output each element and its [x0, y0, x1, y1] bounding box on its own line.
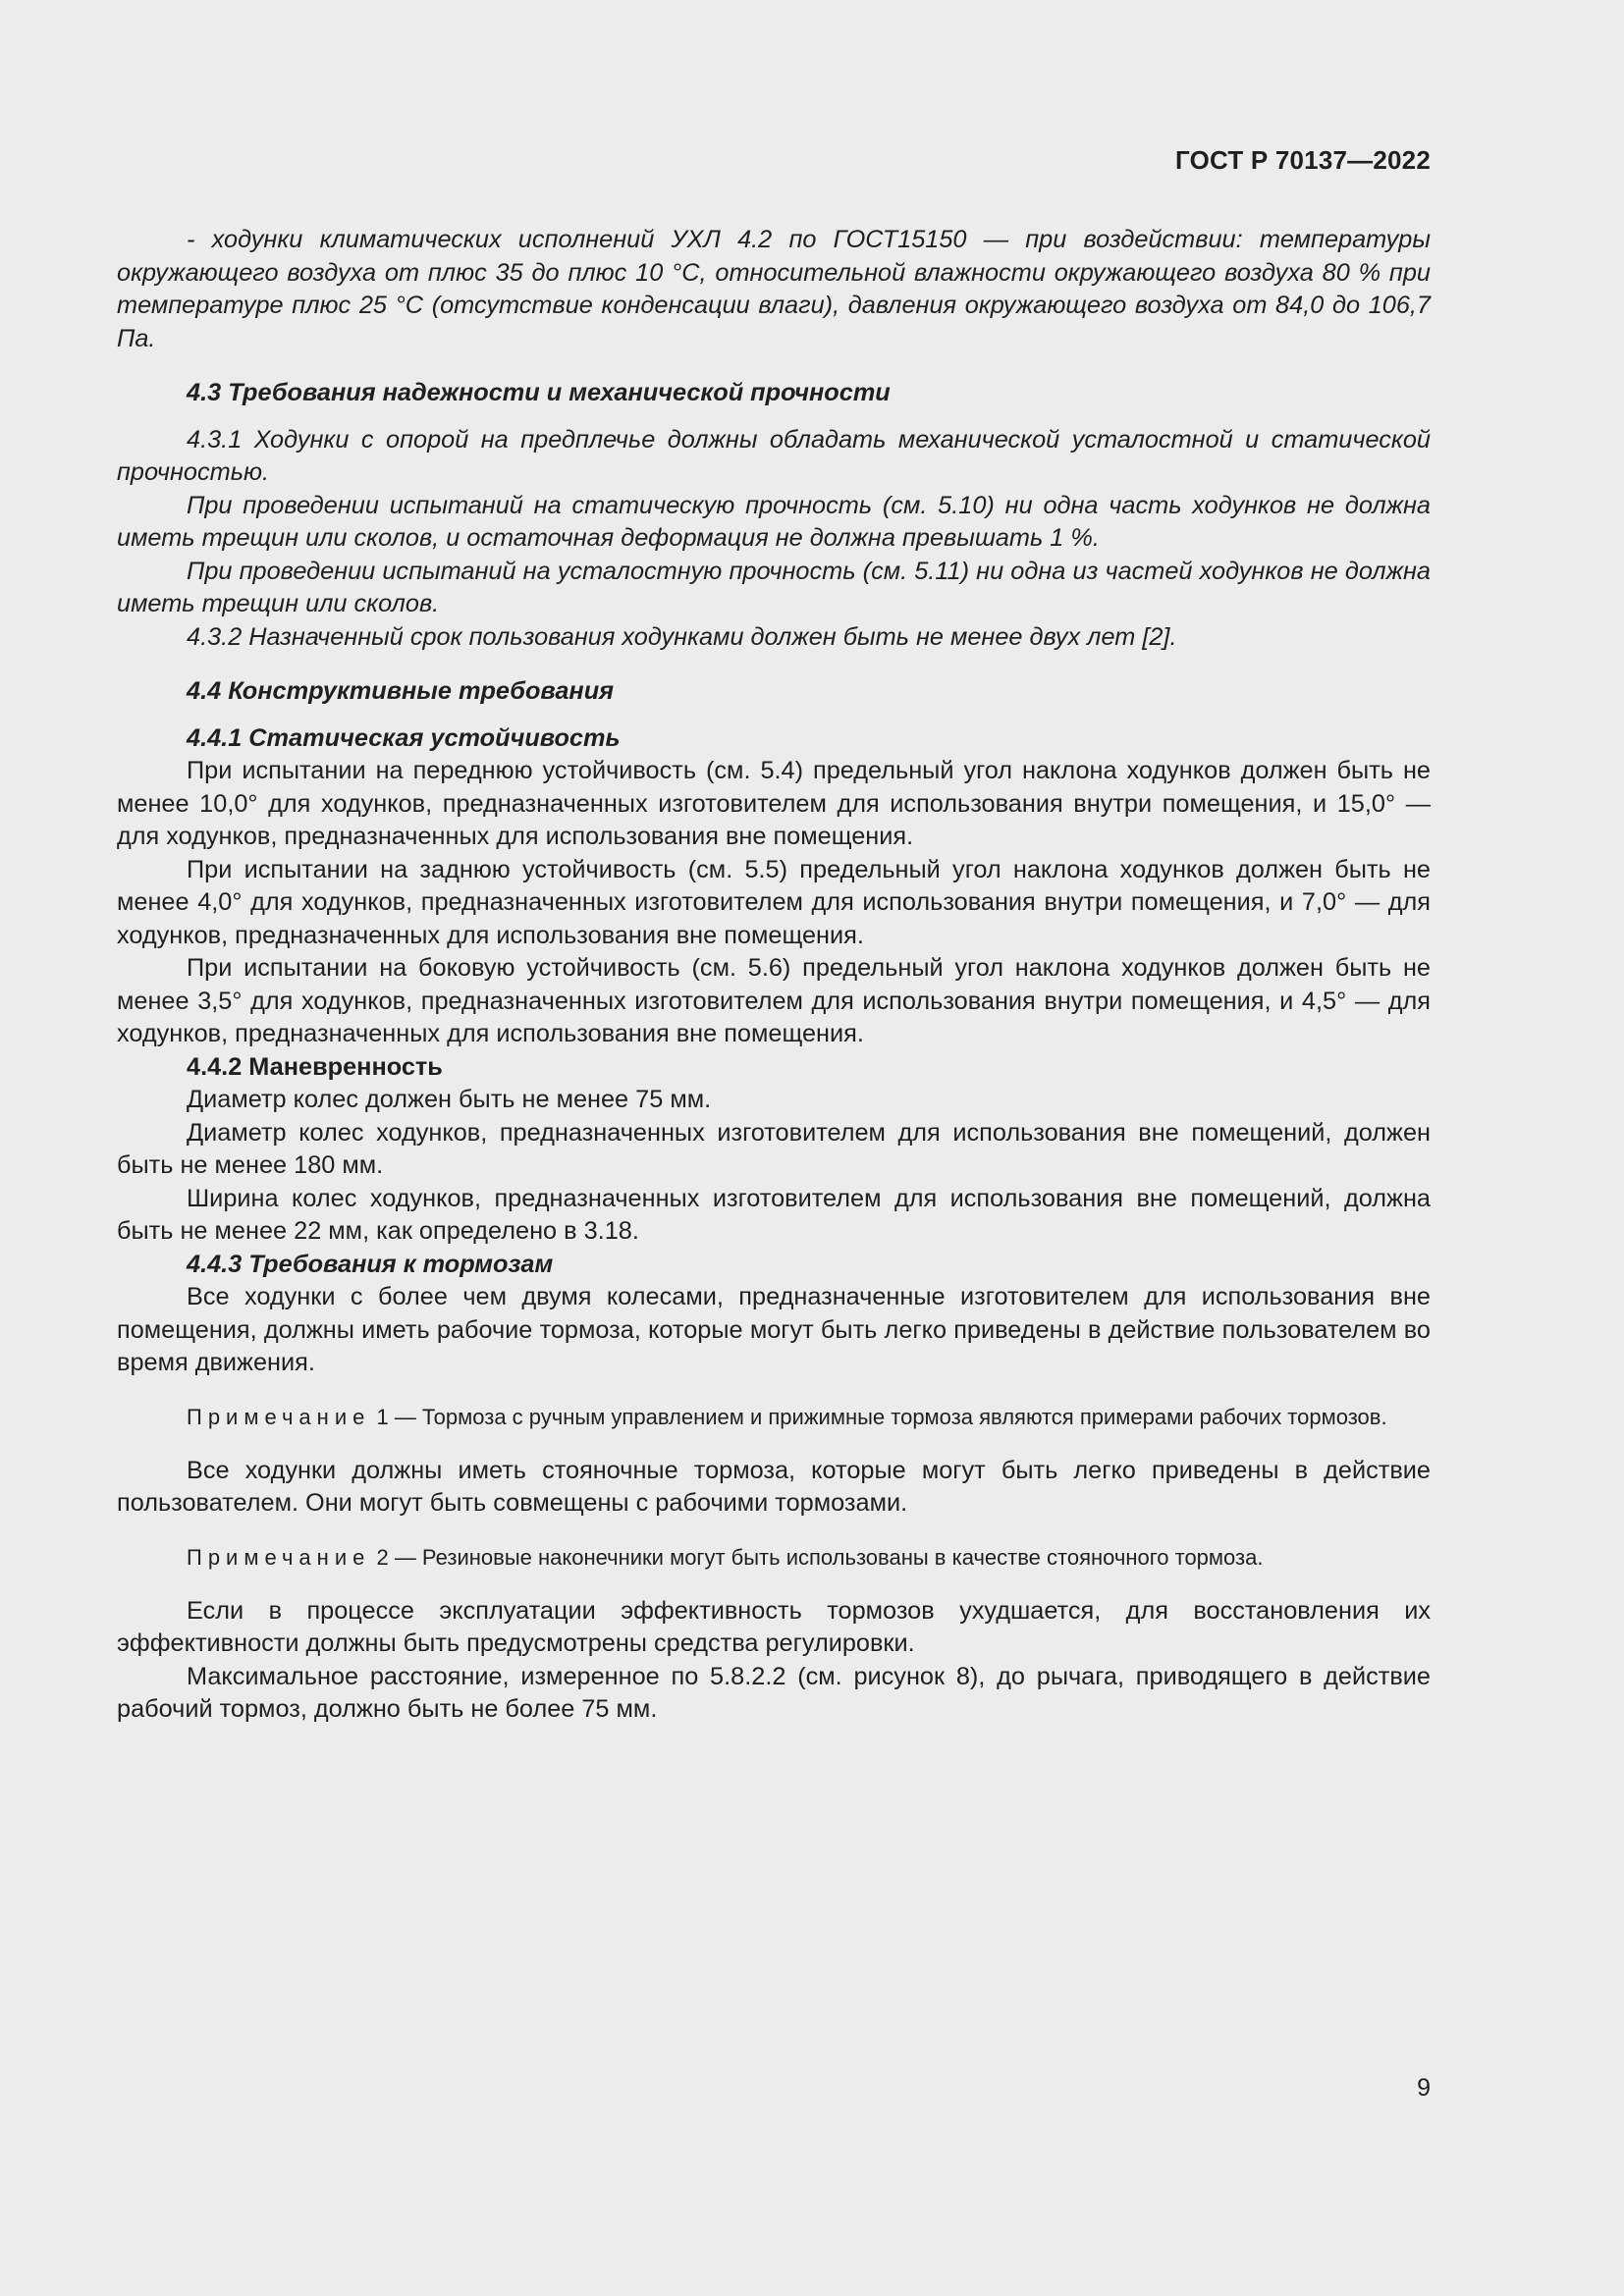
heading-4-4-3: 4.4.3 Требования к тормозам	[187, 1250, 554, 1278]
page-number: 9	[1417, 2074, 1431, 2102]
paragraph-front-stability: При испытании на переднюю устойчивость (см. 5.4) предельный угол наклона ходунков должен быть не менее 10,0° для ходунков, предназначенных изготовителем для использования внутри помещения, и 15,0° — для ходунков, предназначенных для использования вне помещения.	[117, 757, 1431, 850]
paragraph-brake-adjustment: Если в процессе эксплуатации эффективность тормозов ухудшается, для восстановления их эффективности должны быть предусмотрены средства регулировки.	[117, 1596, 1431, 1657]
heading-4-4: 4.4 Конструктивные требования	[187, 677, 615, 705]
paragraph-wheel-diameter: Диаметр колес должен быть не менее 75 мм.	[187, 1086, 712, 1113]
paragraph-fatigue-strength: При проведении испытаний на усталостную прочность (см. 5.11) ни одна из частей ходунков не должна иметь трещин или сколов.	[117, 557, 1431, 617]
paragraph-rear-stability: При испытании на заднюю устойчивость (см. 5.5) предельный угол наклона ходунков должен быть не менее 4,0° для ходунков, предназначенных изготовителем для использования внутри помещения, и 7,0° — для ходунков, предназначенных для использования вне помещения.	[117, 855, 1431, 949]
paragraph-side-stability: При испытании на боковую устойчивость (см. 5.6) предельный угол наклона ходунков должен быть не менее 3,5° для ходунков, предназначенных изготовителем для использования внутри помещения, и 4,5° — для ходунков, предназначенных для использования вне помещения.	[117, 954, 1431, 1047]
note-2	[117, 1542, 1431, 1574]
paragraph-parking-brakes: Все ходунки должны иметь стояночные тормоза, которые могут быть легко приведены в действие пользователем. Они могут быть совмещены с рабочими тормозами.	[117, 1456, 1431, 1517]
note-2-label: Примечание	[187, 1544, 371, 1570]
paragraph-climate: - ходунки климатических исполнений УХЛ 4.2 по ГОСТ15150 — при воздействии: температуры окружающего воздуха от плюс 35 до плюс 10 °С, относительной влажности окружающего воздуха 80 % при температуре плюс 25 °С (отсутствие конденсации влаги), давления окружающего воздуха от 84,0 до 106,7 Па.	[117, 226, 1431, 352]
paragraph-brake-lever-distance: Максимальное расстояние, измеренное по 5.8.2.2 (см. рисунок 8), до рычага, приводящего в действие рабочий тормоз, должно быть не более 75 мм.	[117, 1662, 1431, 1723]
paragraph-wheel-width: Ширина колес ходунков, предназначенных изготовителем для использования вне помещений, должна быть не менее 22 мм, как определено в 3.18.	[117, 1184, 1431, 1245]
heading-4-4-2: 4.4.2 Маневренность	[187, 1052, 443, 1081]
document-id: ГОСТ Р 70137—2022	[1175, 145, 1431, 175]
page-body	[117, 224, 1431, 1727]
note-1-label: Примечание	[187, 1404, 371, 1429]
heading-4-3: 4.3 Требования надежности и механической прочности	[187, 379, 891, 406]
note-1	[117, 1402, 1431, 1433]
note-1-text: 1 — Тормоза с ручным управлением и прижимные тормоза являются примерами рабочих тормозов.	[376, 1404, 1387, 1429]
paragraph-static-strength: При проведении испытаний на статическую прочность (см. 5.10) ни одна часть ходунков не должна иметь трещин или сколов, и остаточная деформация не должна превышать 1 %.	[117, 491, 1431, 552]
paragraph-4-3-2: 4.3.2 Назначенный срок пользования ходунками должен быть не менее двух лет [2].	[187, 622, 1177, 651]
paragraph-4-3-1: 4.3.1 Ходунки с опорой на предплечье должны обладать механической усталостной и статической прочностью.	[117, 425, 1431, 486]
paragraph-service-brakes: Все ходунки с более чем двумя колесами, предназначенные изготовителем для использования вне помещения, должны иметь рабочие тормоза, которые могут быть легко приведены в действие пользователем во время движения.	[117, 1283, 1431, 1376]
paragraph-outdoor-wheel-diameter: Диаметр колес ходунков, предназначенных изготовителем для использования вне помещений, должен быть не менее 180 мм.	[117, 1118, 1431, 1179]
note-2-text: 2 — Резиновые наконечники могут быть использованы в качестве стояночного тормоза.	[376, 1544, 1264, 1570]
heading-4-4-1: 4.4.1 Статическая устойчивость	[187, 723, 621, 752]
